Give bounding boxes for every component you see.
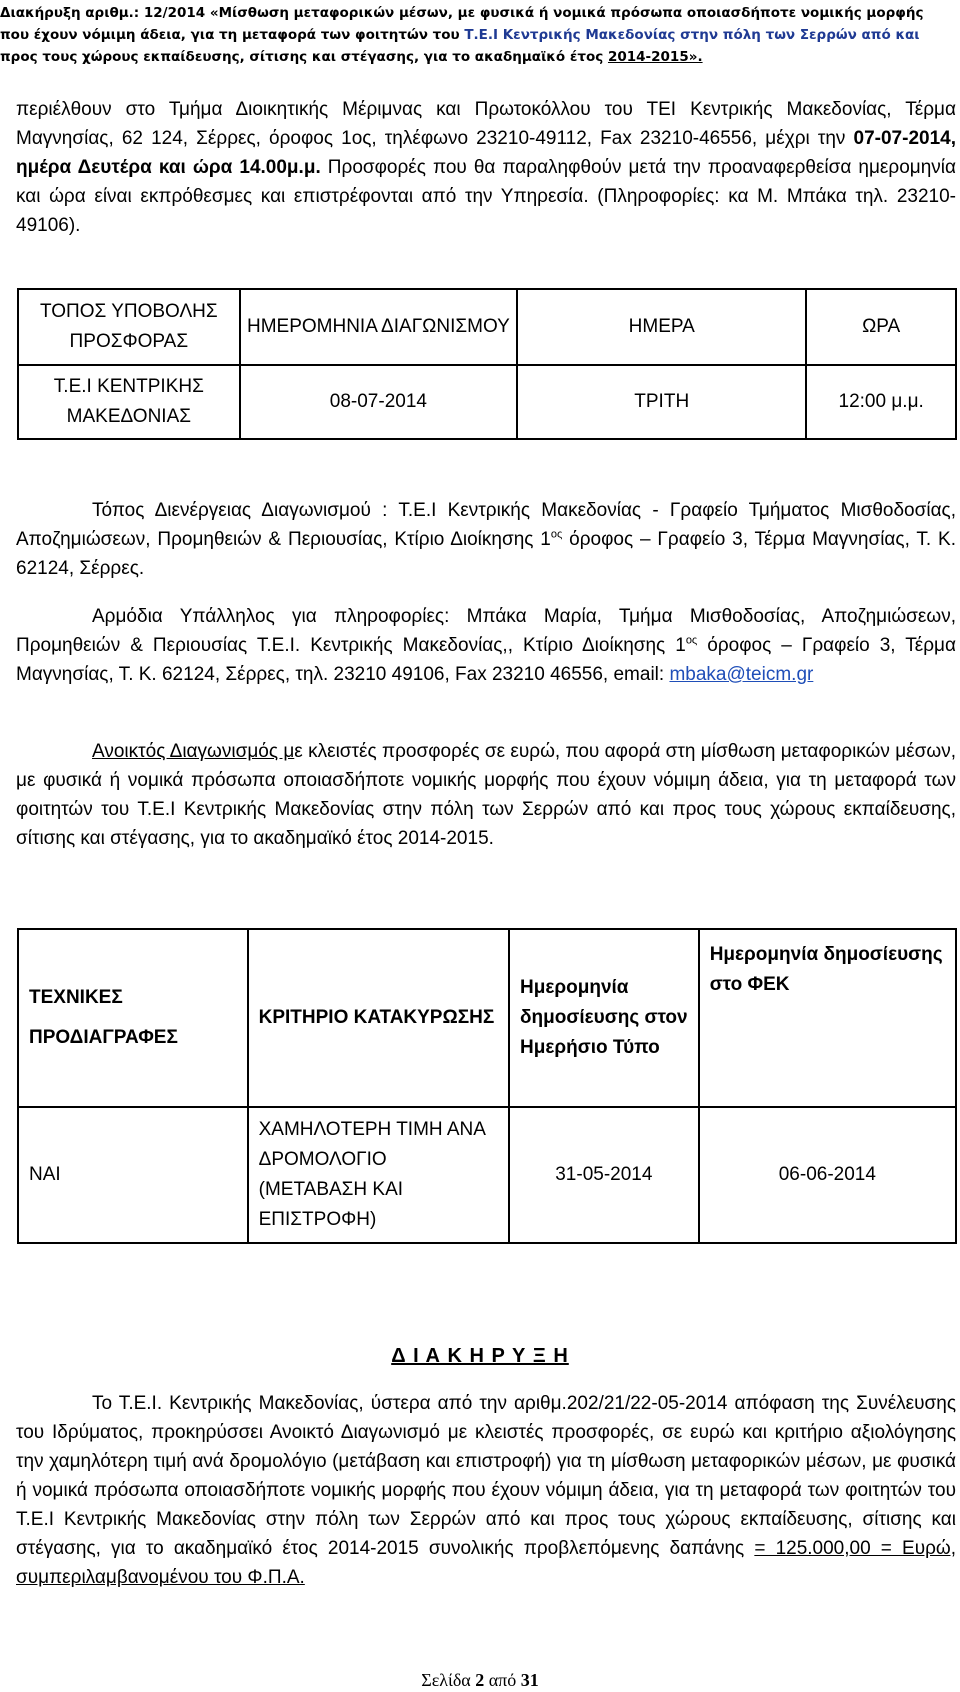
table-cell: 06-06-2014 — [699, 1107, 956, 1243]
footer-prefix: Σελίδα — [421, 1670, 476, 1690]
tender-text: ε κλειστές προσφορές σε ευρώ, που αφορά στη μίσθωση μεταφορικών μέσων, με φυσικά ή νομικά πρόσωπα οποιασδήποτε νομικής μορφής που έχουν νόμιμη άδεια, για τη μεταφορά των φοιτητών του Τ.Ε.Ι Κεντρικής Μακεδονίας στην πόλη των Σερρών από και προς τους χώρους εκπαίδευσης, σίτισης και στέγασης, για το ακαδημαϊκό έτος 2014-2015. — [16, 741, 956, 849]
announcement-paragraph — [16, 1389, 956, 1592]
venue-sup: ος — [550, 528, 563, 541]
intro-paragraph — [16, 95, 956, 240]
table-cell: ΝΑΙ — [18, 1107, 248, 1243]
table-header-cell: Ημερομηνία δημοσίευσης στον Ημερήσιο Τύπο — [509, 929, 699, 1107]
header-line-3 — [0, 46, 960, 68]
table-cell: 08-07-2014 — [240, 365, 517, 439]
email-link[interactable]: mbaka@teicm.gr — [669, 664, 814, 685]
footer-middle: από — [484, 1670, 521, 1690]
venue-text-b: όροφος – Γραφείο 3, Τέρμα Μαγνησίας, Τ. Κ. 62124, Σέρρες. — [16, 529, 956, 579]
contact-paragraph — [16, 602, 956, 689]
table-header-cell: ΤΕΧΝΙΚΕΣ ΠΡΟΔΙΑΓΡΑΦΕΣ — [18, 929, 248, 1107]
footer-total-pages: 31 — [520, 1670, 539, 1690]
tender-underlined: Ανοικτός Διαγωνισμός μ — [92, 741, 295, 762]
table-header-cell: ΗΜΕΡΑ — [517, 289, 806, 365]
table-row — [18, 929, 956, 1107]
table-cell: ΤΡΙΤΗ — [517, 365, 806, 439]
header-line-2-a: που έχουν νόμιμη άδεια, για τη μεταφορά των φοιτητών του — [0, 27, 465, 43]
contact-text-a: Αρμόδια Υπάλληλος για πληροφορίες: Μπάκα Μαρία, Τμήμα Μισθοδοσίας, Αποζημιώσεων, Προμηθειών & Περιουσίας Τ.Ε.Ι. Κεντρικής Μακεδονίας,, Κτίριο Διοίκησης 1 — [16, 606, 956, 656]
venue-text-a: Τόπος Διενέργειας Διαγωνισμού : Τ.Ε.Ι Κεντρικής Μακεδονίας - Γραφείο Τμήματος Μισθοδοσίας, Αποζημιώσεων, Προμηθειών & Περιουσίας, Κτίριο Διοίκησης 1 — [16, 500, 956, 550]
header-line-3-a: προς τους χώρους εκπαίδευσης, σίτισης και στέγασης, για το ακαδημαϊκό έτος — [0, 49, 608, 65]
table-header-cell: ΗΜΕΡΟΜΗΝΙΑ ΔΙΑΓΩΝΙΣΜΟΥ — [240, 289, 517, 365]
announcement-amount: = 125.000,00 = Ευρώ, συμπεριλαμβανομένου του Φ.Π.Α. — [16, 1538, 957, 1588]
tender-paragraph — [16, 737, 956, 853]
page-footer — [0, 1670, 960, 1691]
table-header-cell: ΚΡΙΤΗΡΙΟ ΚΑΤΑΚΥΡΩΣΗΣ — [248, 929, 509, 1107]
table-row — [18, 289, 956, 365]
header-line-2-b: Τ.Ε.Ι Κεντρικής Μακεδονίας στην πόλη των Σερρών από και — [464, 27, 920, 43]
footer-page-number: 2 — [475, 1670, 485, 1690]
specifications-table — [17, 928, 957, 1244]
table-header-cell: ΩΡΑ — [806, 289, 956, 365]
table-row — [18, 365, 956, 439]
contact-text-b: όροφος – Γραφείο 3, Τέρμα Μαγνησίας, Τ. Κ. 62124, Σέρρες, τηλ. 23210 49106, Fax 23210 46556, email: — [16, 635, 956, 685]
submission-table — [17, 288, 957, 440]
intro-text-a: περιέλθουν στο Τμήμα Διοικητικής Μέριμνας και Πρωτοκόλλου του ΤΕΙ Κεντρικής Μακεδονίας, Τέρμα Μαγνησίας, 62 124, Σέρρες, όροφος 1ος, τηλέφωνο 23210-49112, Fax 23210-46556, μέχρι την — [16, 99, 956, 149]
table-header-cell: Ημερομηνία δημοσίευσης στο ΦΕΚ — [699, 929, 956, 1107]
document-header — [0, 0, 960, 68]
table-header-cell: ΤΟΠΟΣ ΥΠΟΒΟΛΗΣ ΠΡΟΣΦΟΡΑΣ — [18, 289, 240, 365]
announcement-title: Δ Ι Α Κ Η Ρ Υ Ξ Η — [391, 1345, 569, 1367]
intro-text-b: Προσφορές που θα παραληφθούν μετά την προαναφερθείσα ημερομηνία και ώρα είναι εκπρόθεσμες και επιστρέφονται από την Υπηρεσία. (Πληροφορίες: κα Μ. Μπάκα τηλ. 23210-49106). — [16, 157, 956, 236]
table-cell: 31-05-2014 — [509, 1107, 699, 1243]
contact-sup: ος — [685, 634, 698, 647]
table-cell: 12:00 μ.μ. — [806, 365, 956, 439]
header-line-3-b: 2014-2015». — [607, 49, 703, 65]
intro-deadline: 07-07-2014, ημέρα Δευτέρα και ώρα 14.00μ.μ. — [16, 128, 956, 178]
table-row — [18, 1107, 956, 1243]
header-line-1: Διακήρυξη αριθμ.: 12/2014 «Μίσθωση μεταφορικών μέσων, με φυσικά ή νομικά πρόσωπα οποιασδήποτε νομικής μορφής — [0, 5, 924, 21]
venue-paragraph — [16, 496, 956, 583]
announcement-text: Το Τ.Ε.Ι. Κεντρικής Μακεδονίας, ύστερα από την αριθμ.202/21/22-05-2014 απόφαση της Συνέλευσης του Ιδρύματος, προκηρύσσει Ανοικτό Διαγωνισμό με κλειστές προσφορές, σε ευρώ και κριτήριο αξιολόγησης την χαμηλότερη τιμή ανά δρομολόγιο (μετάβαση και επιστροφή) για τη μίσθωση μεταφορικών μέσων, με φυσικά ή νομικά πρόσωπα οποιασδήποτε νομικής μορφής που έχουν νόμιμη άδεια, για τη μεταφορά των φοιτητών του Τ.Ε.Ι Κεντρικής Μακεδονίας στην πόλη των Σερρών από και προς τους χώρους εκπαίδευσης, σίτισης και στέγασης, για το ακαδημαϊκό έτος 2014-2015 συνολικής προβλεπόμενης δαπάνης — [16, 1393, 956, 1559]
header-line-2 — [0, 24, 960, 46]
table-cell: ΧΑΜΗΛΟΤΕΡΗ ΤΙΜΗ ΑΝΑ ΔΡΟΜΟΛΟΓΙΟ (ΜΕΤΑΒΑΣΗ ΚΑΙ ΕΠΙΣΤΡΟΦΗ) — [248, 1107, 509, 1243]
table-cell: Τ.Ε.Ι ΚΕΝΤΡΙΚΗΣ ΜΑΚΕΔΟΝΙΑΣ — [18, 365, 240, 439]
